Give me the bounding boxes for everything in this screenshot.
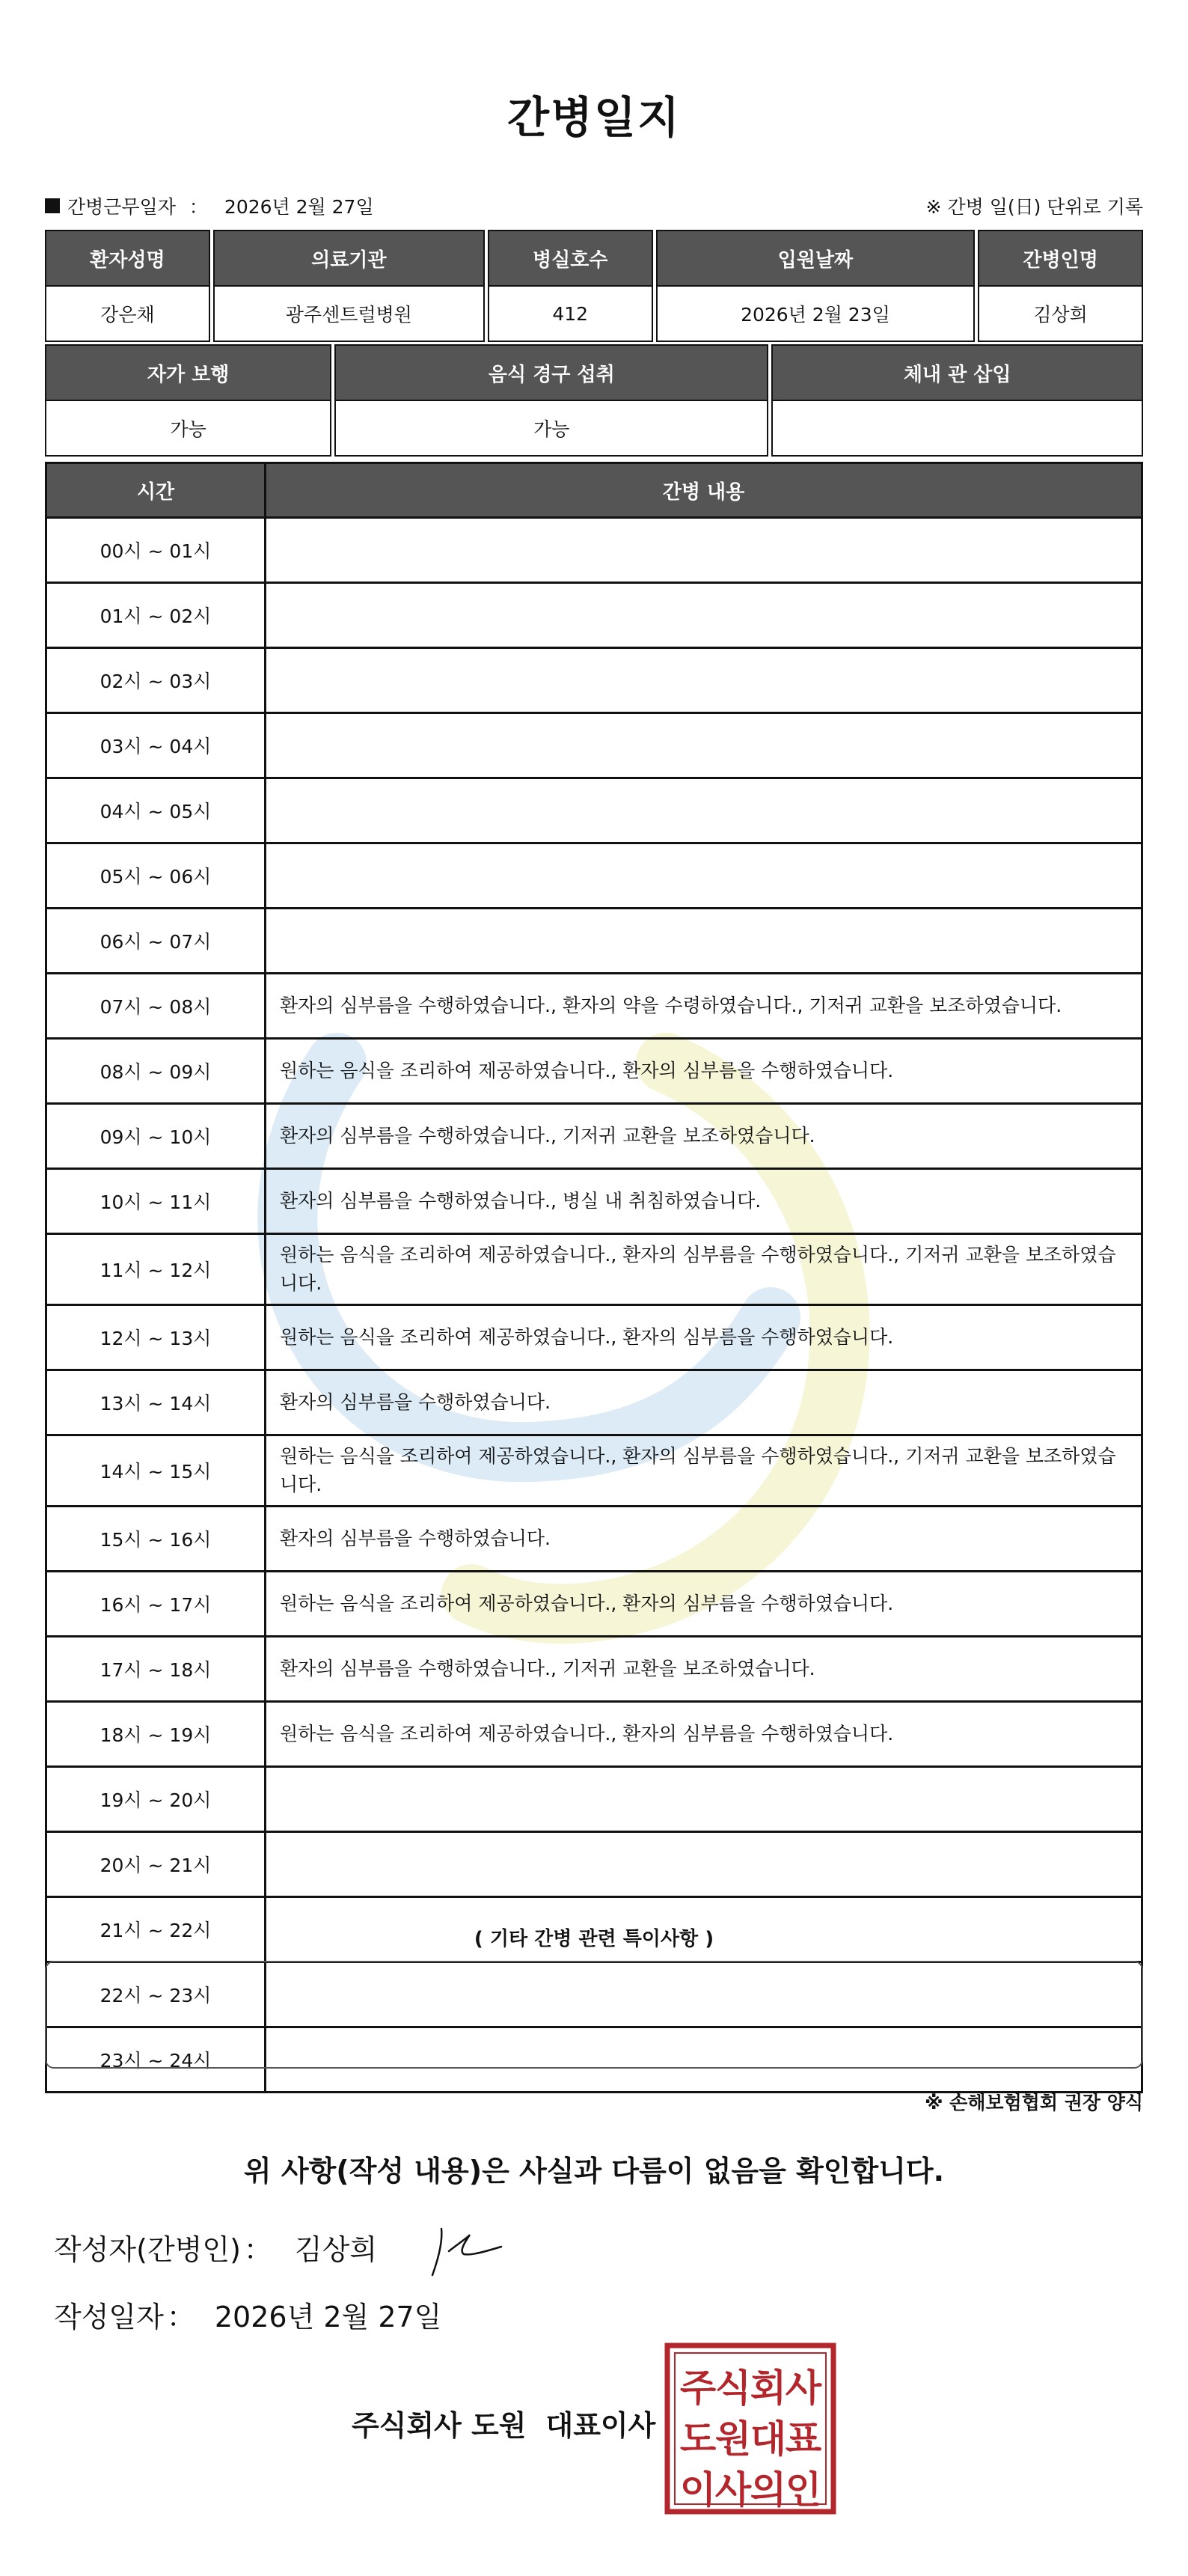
log-time: 20시 ~ 21시 (46, 1832, 266, 1897)
log-content: 환자의 심부름을 수행하였습니다., 기저귀 교환을 보조하였습니다. (266, 1104, 1142, 1169)
company-name: 주식회사 도원 (352, 2409, 527, 2442)
header-patient-name: 환자성명 (45, 230, 210, 287)
svg-text:원: 원 (714, 2417, 752, 2461)
written-date-colon: ： (166, 2301, 195, 2334)
status-header-row (45, 344, 1143, 401)
log-time: 13시 ~ 14시 (46, 1370, 266, 1435)
confirmation-statement: 위 사항(작성 내용)은 사실과 다름이 없음을 확인합니다. (243, 2155, 945, 2188)
signature-icon (426, 2221, 509, 2281)
header-caregiver-name: 간병인명 (978, 230, 1143, 287)
log-content (266, 1832, 1142, 1897)
log-content: 환자의 심부름을 수행하였습니다. (266, 1507, 1142, 1572)
log-row (46, 1637, 1142, 1702)
log-content (266, 713, 1142, 778)
log-content (266, 583, 1142, 648)
log-content: 환자의 심부름을 수행하였습니다., 환자의 약을 수령하였습니다., 기저귀 교환을 보조하였습니다. (266, 974, 1142, 1039)
oral-intake-value: 가능 (334, 401, 768, 457)
log-time: 02시 ~ 03시 (46, 648, 266, 713)
svg-text:인: 인 (785, 2468, 822, 2512)
log-row (46, 1104, 1142, 1169)
log-row (46, 1832, 1142, 1897)
header-oral-intake: 음식 경구 섭취 (334, 344, 768, 401)
log-row (46, 1767, 1142, 1832)
record-note: ※ 간병 일(日) 단위로 기록 (925, 196, 1143, 218)
header-hospital: 의료기관 (213, 230, 485, 287)
header-care-content: 간병 내용 (266, 463, 1142, 518)
log-row (46, 1305, 1142, 1370)
writer-label: 작성자(간병인) (54, 2233, 241, 2266)
patient-name: 강은채 (45, 287, 210, 342)
tube-insertion-value (771, 401, 1143, 457)
svg-text:이: 이 (679, 2468, 717, 2512)
hospital-name: 광주센트럴병원 (213, 287, 485, 342)
log-row (46, 1572, 1142, 1637)
log-content (266, 1767, 1142, 1832)
svg-text:식: 식 (714, 2366, 752, 2410)
log-time: 00시 ~ 01시 (46, 518, 266, 583)
header-admission-date: 입원날짜 (656, 230, 976, 287)
log-row (46, 1435, 1142, 1507)
svg-text:도: 도 (679, 2417, 717, 2461)
log-row (46, 778, 1142, 843)
log-content: 환자의 심부름을 수행하였습니다., 병실 내 취침하였습니다. (266, 1169, 1142, 1234)
writer-line (54, 2226, 377, 2268)
log-time: 08시 ~ 09시 (46, 1039, 266, 1104)
patient-status-table (42, 344, 1146, 457)
caregiver-name: 김상희 (978, 287, 1143, 342)
other-notes-box (45, 1961, 1143, 2069)
log-row (46, 1039, 1142, 1104)
log-content (266, 518, 1142, 583)
room-number: 412 (488, 287, 653, 342)
status-value-row (45, 401, 1143, 457)
log-row (46, 1234, 1142, 1305)
work-date-group (45, 192, 374, 219)
log-time: 05시 ~ 06시 (46, 843, 266, 909)
svg-text:대: 대 (750, 2417, 787, 2461)
other-notes-title: ( 기타 간병 관련 특이사항 ) (474, 1928, 714, 1950)
log-content: 원하는 음식을 조리하여 제공하였습니다., 환자의 심부름을 수행하였습니다. (266, 1572, 1142, 1637)
svg-text:사: 사 (785, 2366, 822, 2410)
log-time: 01시 ~ 02시 (46, 583, 266, 648)
log-content: 환자의 심부름을 수행하였습니다., 기저귀 교환을 보조하였습니다. (266, 1637, 1142, 1702)
log-time: 16시 ~ 17시 (46, 1572, 266, 1637)
self-walking-value: 가능 (45, 401, 331, 457)
log-row (46, 583, 1142, 648)
log-row (46, 648, 1142, 713)
svg-text:회: 회 (750, 2366, 787, 2410)
log-time: 03시 ~ 04시 (46, 713, 266, 778)
patient-header-row (45, 230, 1143, 287)
log-time: 17시 ~ 18시 (46, 1637, 266, 1702)
log-time: 07시 ~ 08시 (46, 974, 266, 1039)
log-content: 원하는 음식을 조리하여 제공하였습니다., 환자의 심부름을 수행하였습니다., 기저귀 교환을 보조하였습니다. (266, 1435, 1142, 1507)
page-title: 간병일지 (506, 92, 682, 143)
admission-date: 2026년 2월 23일 (656, 287, 976, 342)
log-row (46, 1702, 1142, 1767)
log-row (46, 1370, 1142, 1435)
log-time: 19시 ~ 20시 (46, 1767, 266, 1832)
log-row (46, 974, 1142, 1039)
written-date-label: 작성일자 (54, 2301, 164, 2334)
log-time: 06시 ~ 07시 (46, 909, 266, 974)
log-time: 23시 ~ 24시 (46, 2027, 266, 2093)
log-time: 21시 ~ 22시 (46, 1897, 266, 1962)
writer-colon: ： (243, 2233, 272, 2266)
log-content: 원하는 음식을 조리하여 제공하였습니다., 환자의 심부름을 수행하였습니다. (266, 1305, 1142, 1370)
log-row (46, 713, 1142, 778)
log-content: 환자의 심부름을 수행하였습니다. (266, 1370, 1142, 1435)
patient-info-table (42, 230, 1146, 342)
svg-text:의: 의 (750, 2468, 787, 2512)
log-content: 원하는 음식을 조리하여 제공하였습니다., 환자의 심부름을 수행하였습니다. (266, 1039, 1142, 1104)
log-time: 18시 ~ 19시 (46, 1702, 266, 1767)
log-time: 10시 ~ 11시 (46, 1169, 266, 1234)
header-time: 시간 (46, 463, 266, 518)
log-row (46, 518, 1142, 583)
log-time: 14시 ~ 15시 (46, 1435, 266, 1507)
log-content (266, 778, 1142, 843)
log-content (266, 648, 1142, 713)
company-line (352, 2402, 655, 2444)
log-time: 09시 ~ 10시 (46, 1104, 266, 1169)
square-bullet-icon (45, 198, 60, 213)
log-time: 04시 ~ 05시 (46, 778, 266, 843)
header-room: 병실호수 (488, 230, 653, 287)
recommend-note: ※ 손해보험협회 권장 양식 (925, 2092, 1143, 2113)
work-date-row (45, 191, 1143, 221)
writer-name: 김상희 (294, 2233, 378, 2266)
work-date-value: 2026년 2월 27일 (224, 196, 374, 218)
log-content (266, 843, 1142, 909)
company-seal-icon (664, 2342, 836, 2515)
log-time: 15시 ~ 16시 (46, 1507, 266, 1572)
svg-text:주: 주 (679, 2366, 717, 2410)
ceo-label: 대표이사 (545, 2409, 656, 2442)
work-date-colon: ： (189, 196, 208, 218)
svg-text:사: 사 (714, 2468, 752, 2512)
log-content (266, 909, 1142, 974)
work-date-label: 간병근무일자 (67, 196, 176, 218)
header-tube-insertion: 체내 관 삽입 (771, 344, 1143, 401)
care-log-table (45, 462, 1143, 2093)
log-row (46, 909, 1142, 974)
written-date-line (54, 2294, 441, 2335)
log-row (46, 843, 1142, 909)
log-time: 22시 ~ 23시 (46, 1962, 266, 2027)
log-time: 12시 ~ 13시 (46, 1305, 266, 1370)
written-date-value: 2026년 2월 27일 (214, 2301, 442, 2334)
log-time: 11시 ~ 12시 (46, 1234, 266, 1305)
log-row (46, 1169, 1142, 1234)
log-content: 원하는 음식을 조리하여 제공하였습니다., 환자의 심부름을 수행하였습니다., 기저귀 교환을 보조하였습니다. (266, 1234, 1142, 1305)
svg-text:표: 표 (785, 2417, 822, 2461)
patient-value-row (45, 287, 1143, 342)
log-row (46, 1507, 1142, 1572)
care-log-body (46, 518, 1142, 2093)
log-header-row (46, 463, 1142, 518)
log-content: 원하는 음식을 조리하여 제공하였습니다., 환자의 심부름을 수행하였습니다. (266, 1702, 1142, 1767)
header-self-walking: 자가 보행 (45, 344, 331, 401)
